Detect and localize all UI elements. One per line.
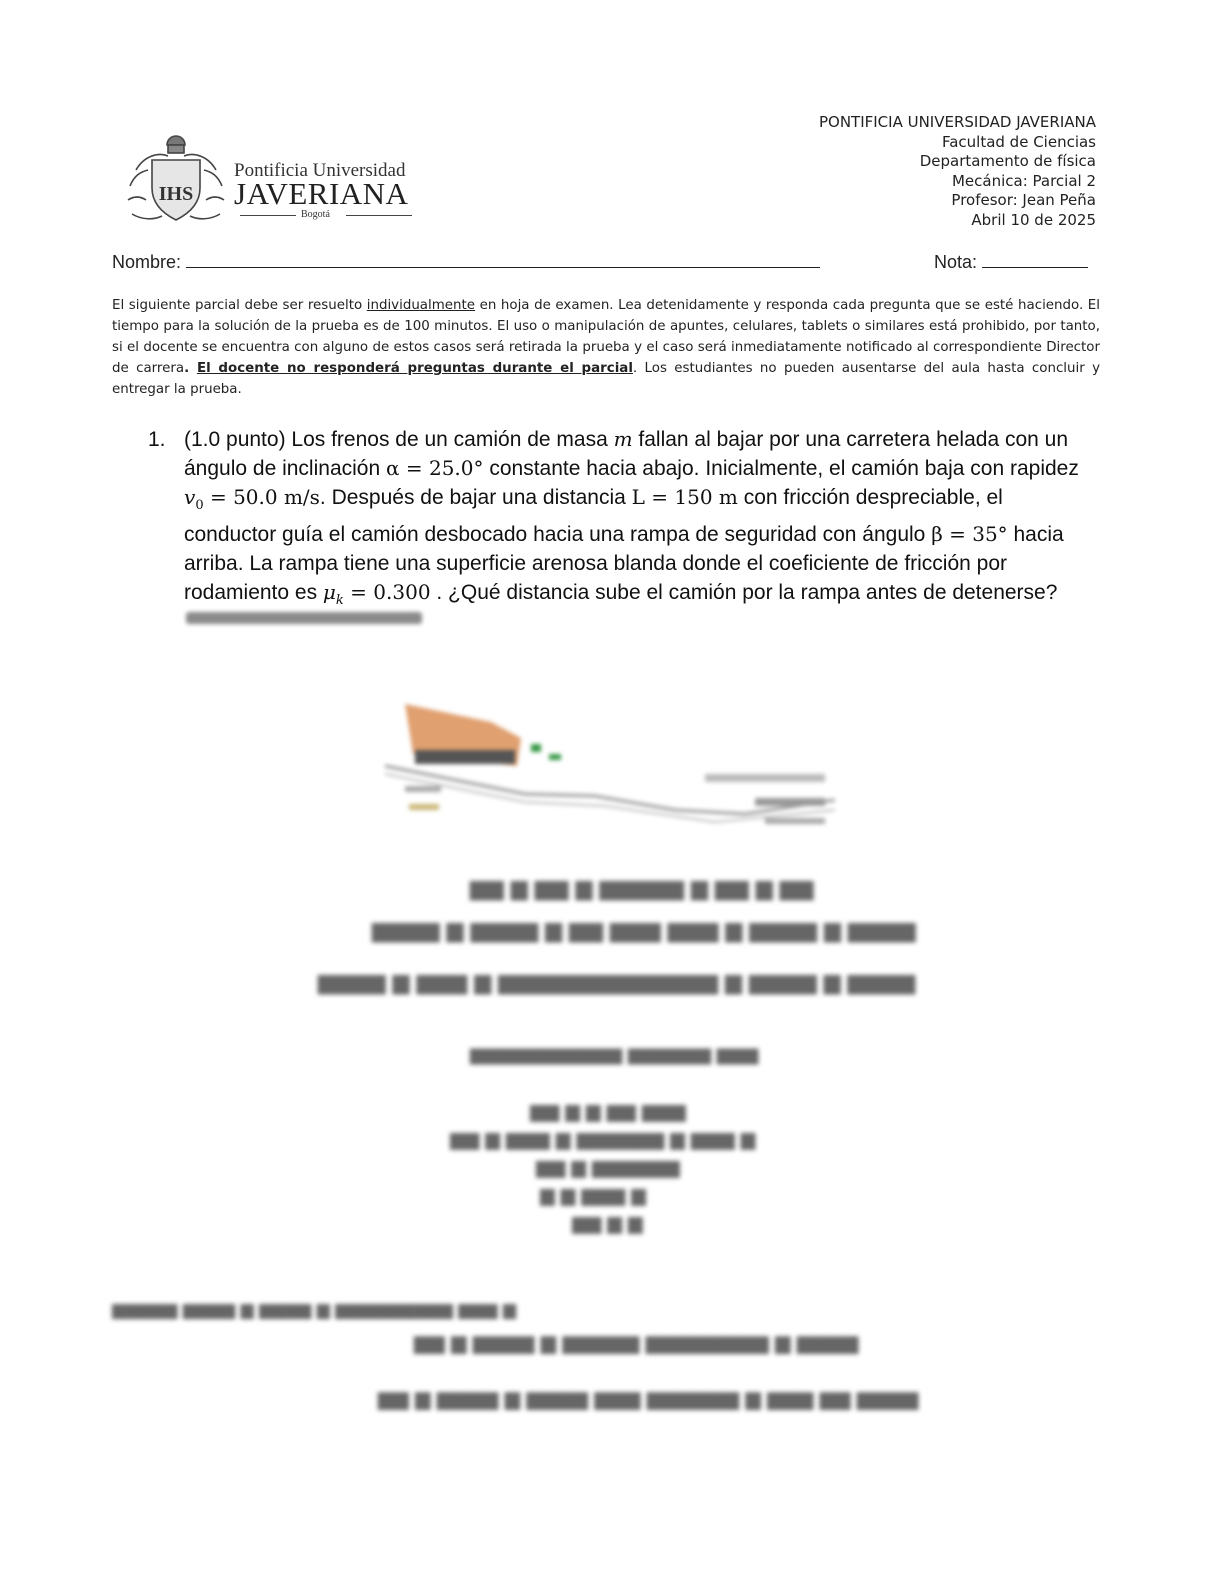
logo-line1: Pontificia Universidad — [234, 160, 406, 181]
blurred-answer-label — [186, 608, 426, 628]
instr-text-3: . Los estudiantes no pueden ausentarse del aula hasta concluir y entregar la prueba. — [112, 361, 1101, 397]
blurred-step-text: ▆▆▆▆▆ ▆▆▆▆ ▆ ▆▆▆▆ ▆ ▆▆▆▆▆▆▆▆▆ ▆▆▆ ▆ — [112, 1300, 516, 1320]
header-date: Abril 10 de 2025 — [971, 210, 1096, 229]
header-department: Departamento de física — [919, 152, 1096, 170]
blurred-condition-4: ▆ ▆ ▆▆▆ ▆ — [540, 1184, 646, 1206]
blurred-truck-diagram — [385, 698, 835, 832]
blurred-equation-2: ▆▆▆▆ ▆ ▆▆▆▆ ▆ ▆▆ ▆▆▆ ▆▆▆ ▆ ▆▆▆▆ ▆ ▆▆▆▆ — [372, 918, 916, 943]
university-logo — [122, 130, 418, 230]
header-course: Mecánica: Parcial 2 — [951, 171, 1096, 190]
grade-field[interactable] — [934, 252, 1088, 273]
q-math-v: v — [184, 485, 196, 509]
logo-line2: JAVERIANA — [234, 176, 409, 211]
grade-blank-line[interactable] — [982, 253, 1088, 268]
instr-underline-1: individualmente — [366, 298, 475, 313]
question-text — [184, 425, 1100, 615]
blurred-equation-5: ▆▆ ▆ ▆▆▆▆ ▆ ▆▆▆▆ ▆▆▆ ▆▆▆▆▆▆ ▆ ▆▆▆ ▆▆ ▆▆▆▆ — [378, 1386, 919, 1410]
instr-text-1: El siguiente parcial debe ser resuelto — [112, 298, 367, 313]
blurred-condition-3: ▆▆ ▆ ▆▆▆▆▆▆ — [536, 1156, 680, 1178]
blurred-condition-2: ▆▆ ▆ ▆▆▆ ▆ ▆▆▆▆▆▆ ▆ ▆▆▆ ▆ — [450, 1128, 756, 1150]
q-math-mass: m — [613, 427, 633, 451]
instructions-paragraph — [112, 295, 1100, 400]
q-math-alpha: α = 25.0° — [385, 456, 484, 480]
name-blank-line[interactable] — [186, 253, 820, 268]
name-field[interactable] — [112, 252, 820, 273]
q-math-mu-value: = 0.300 — [343, 580, 431, 605]
blurred-condition-5: ▆▆ ▆ ▆ — [572, 1212, 643, 1234]
q-math-v0: = 50.0 m/s — [203, 485, 320, 509]
q-text-7: . ¿Qué distancia sube el camión por la rampa antes de detenerse? — [430, 581, 1058, 605]
name-label: Nombre: — [112, 252, 182, 272]
crest-icon — [122, 130, 230, 230]
q-text-6: hacia arriba. La rampa tiene una superficie arenosa blanda donde el coeficiente de fricción por rodamiento es — [184, 523, 1064, 605]
blurred-condition-1: ▆▆ ▆ ▆ ▆▆ ▆▆▆ — [530, 1100, 686, 1122]
q-text-1: (1.0 punto) Los frenos de un camión de masa — [184, 428, 614, 451]
instr-text-2: en hoja de examen. Lea detenidamente y responda cada pregunta que se esté haciendo. El tiempo para la solución de la prueba es de 100 minutos. El uso o manipulación de apuntes, celulares, tablets o similares está prohibido, por tanto, si el docente se encuentra con alguno de estos casos será retirada la prueba y el caso será inmediatamente notificado al correspondiente Director de carrera — [112, 298, 1100, 376]
blurred-equation-1: ▆▆ ▆ ▆▆ ▆ ▆▆▆▆▆ ▆ ▆▆ ▆ ▆▆ — [470, 876, 814, 901]
exam-header — [819, 113, 1096, 230]
blurred-subheading: ▆▆▆▆▆▆▆▆▆▆▆ ▆▆▆▆▆▆ ▆▆▆ — [470, 1044, 759, 1065]
q-text-5: con fricción despreciable, el conductor guía el camión desbocado hacia una rampa de seguridad con ángulo — [184, 486, 1003, 547]
q-math-mu: μ — [322, 580, 336, 605]
header-professor: Profesor: Jean Peña — [951, 191, 1096, 209]
logo-rule-left — [240, 215, 296, 216]
logo-line3: Bogotá — [301, 209, 330, 220]
q-text-2: fallan al bajar por una carretera helada con un ángulo de inclinación — [184, 428, 1069, 480]
q-math-mu-sub: k — [335, 593, 344, 609]
question-1 — [140, 425, 1100, 615]
logo-rule-right — [346, 215, 412, 216]
q-text-4: . Después de bajar una distancia — [319, 486, 632, 509]
blurred-equation-3: ▆▆▆▆ ▆ ▆▆▆ ▆ ▆▆▆▆▆▆▆▆▆▆▆▆▆ ▆ ▆▆▆▆ ▆ ▆▆▆▆ — [318, 970, 916, 995]
q-math-beta: β = 35° — [931, 522, 1008, 547]
header-university: PONTIFICIA UNIVERSIDAD JAVERIANA — [818, 113, 1096, 131]
q-math-v-sub: 0 — [195, 498, 204, 514]
svg-text:IHS: IHS — [158, 183, 194, 205]
logo-city-row — [234, 209, 414, 221]
question-number: 1. — [148, 428, 166, 451]
blurred-equation-4: ▆▆ ▆ ▆▆▆▆ ▆ ▆▆▆▆▆ ▆▆▆▆▆▆▆▆ ▆ ▆▆▆▆ — [414, 1330, 859, 1354]
instr-bold-underline: El docente no responderá preguntas durante el parcial — [196, 361, 633, 376]
grade-label: Nota: — [934, 252, 978, 272]
q-text-3: constante hacia abajo. Inicialmente, el camión baja con rapidez — [483, 457, 1079, 480]
header-faculty: Facultad de Ciencias — [941, 132, 1096, 151]
q-math-L: L = 150 m — [631, 485, 738, 509]
instr-bold-dot: . — [184, 361, 197, 376]
